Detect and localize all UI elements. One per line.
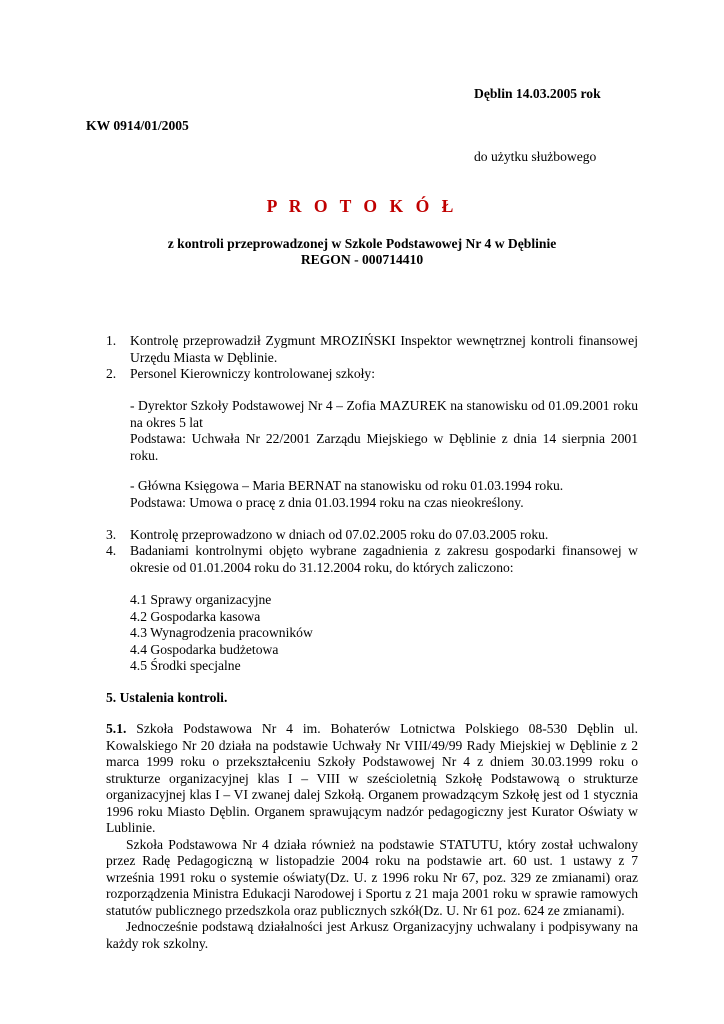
list-item-3 <box>86 527 638 544</box>
item-number: 1. <box>106 333 117 348</box>
reference-number: KW 0914/01/2005 <box>86 118 189 133</box>
list-item-4 <box>86 543 638 576</box>
accountant-text: - Główna Księgowa – Maria BERNAT na stanowisku od roku 01.03.1994 roku. <box>130 478 564 493</box>
paragraph-text: Szkoła Podstawowa Nr 4 im. Bohaterów Lotnictwa Polskiego 08-530 Dęblin ul. Kowalskiego Nr 20 działa na podstawie Uchwały Nr VIII/49/99 Rady Miejskiej w Dęblinie z 2 marca 1999 roku o przekształceniu Szkoły Podstawowej Nr 4 z dniem 30.03.1999 roku o strukturze organizacyjnej klas I – VIII w sześcioletnią Szkołę Podstawową o strukturze organizacyjnej klas I – VI zwanej dalej Szkołą. Organem prowadzącym Szkołę jest od 1 stycznia 1996 roku Miasto Dęblin. Organem sprawującym nadzór pedagogiczny jest Kurator Oświaty w Lublinie. <box>106 721 638 835</box>
item-text: Personel Kierowniczy kontrolowanej szkoły: <box>130 366 376 381</box>
list-item-2 <box>86 366 638 383</box>
subtitle-line-1: z kontroli przeprowadzonej w Szkole Podstawowej Nr 4 w Dęblinie <box>167 236 557 251</box>
subtitle-regon: REGON - 000714410 <box>300 252 424 267</box>
item-number: 3. <box>106 527 117 542</box>
section-5-1-body <box>106 721 638 952</box>
internal-use-note: do użytku służbowego <box>474 149 597 164</box>
director-entry <box>86 398 638 464</box>
paragraph-statute: Szkoła Podstawowa Nr 4 działa również na podstawie STATUTU, który został uchwalony przez Radę Pedagogiczną w listopadzie 2004 roku na podstawie art. 60 ust. 1 ustawy z 7 września 1991 roku o systemie oświaty(Dz. U. z 1996 roku Nr 67, poz. 329 ze zmianami) oraz rozporządzenia Ministra Edukacji Narodowej i Sportu z 21 maja 2001 roku w sprawie ramowych statutów publicznego przedszkola oraz publicznych szkół(Dz. U. Nr 61 poz. 624 ze zmianami). <box>106 836 638 918</box>
item-text: Kontrolę przeprowadził Zygmunt MROZIŃSKI Inspektor wewnętrznej kontroli finansowej Urzędu Miasta w Dęblinie. <box>130 333 638 365</box>
director-basis: Podstawa: Uchwała Nr 22/2001 Zarządu Miejskiego w Dęblinie z dnia 14 sierpnia 2001 roku. <box>130 431 638 463</box>
accountant-entry <box>86 478 638 511</box>
item-text: Badaniami kontrolnymi objęto wybrane zagadnienia z zakresu gospodarki finansowej w okresie od 01.01.2004 roku do 31.12.2004 roku, do których zaliczono: <box>130 543 638 575</box>
accountant-basis: Podstawa: Umowa o pracę z dnia 01.03.1994 roku na czas nieokreślony. <box>130 494 524 510</box>
document-subtitle <box>0 236 724 268</box>
paragraph-number: 5.1. <box>106 721 127 736</box>
place-date: Dęblin 14.03.2005 rok <box>474 86 601 101</box>
item-text: Kontrolę przeprowadzono w dniach od 07.02.2005 roku do 07.03.2005 roku. <box>130 527 549 542</box>
paragraph-org-sheet: Jednocześnie podstawą działalności jest Arkusz Organizacyjny uchwalany i podpisywany na każdy rok szkolny. <box>106 919 638 951</box>
sublist-item: 4.4 Gospodarka budżetowa <box>130 641 279 657</box>
sublist-item: 4.1 Sprawy organizacyjne <box>130 592 272 607</box>
item-number: 2. <box>106 366 117 381</box>
sublist-item: 4.5 Środki specjalne <box>130 658 241 673</box>
scope-sublist <box>86 592 638 675</box>
section-5-heading: 5. Ustalenia kontroli. <box>106 690 228 705</box>
paragraph-5-1 <box>106 721 638 837</box>
director-text: - Dyrektor Szkoły Podstawowej Nr 4 – Zofia MAZUREK na stanowisku od 01.09.2001 roku na okres 5 lat <box>130 398 638 430</box>
sublist-item: 4.2 Gospodarka kasowa <box>130 608 261 624</box>
document-title: P R O T O K Ó Ł <box>266 196 458 216</box>
list-item-1 <box>86 333 638 366</box>
item-number: 4. <box>106 543 117 558</box>
sublist-item: 4.3 Wynagrodzenia pracowników <box>130 625 313 640</box>
